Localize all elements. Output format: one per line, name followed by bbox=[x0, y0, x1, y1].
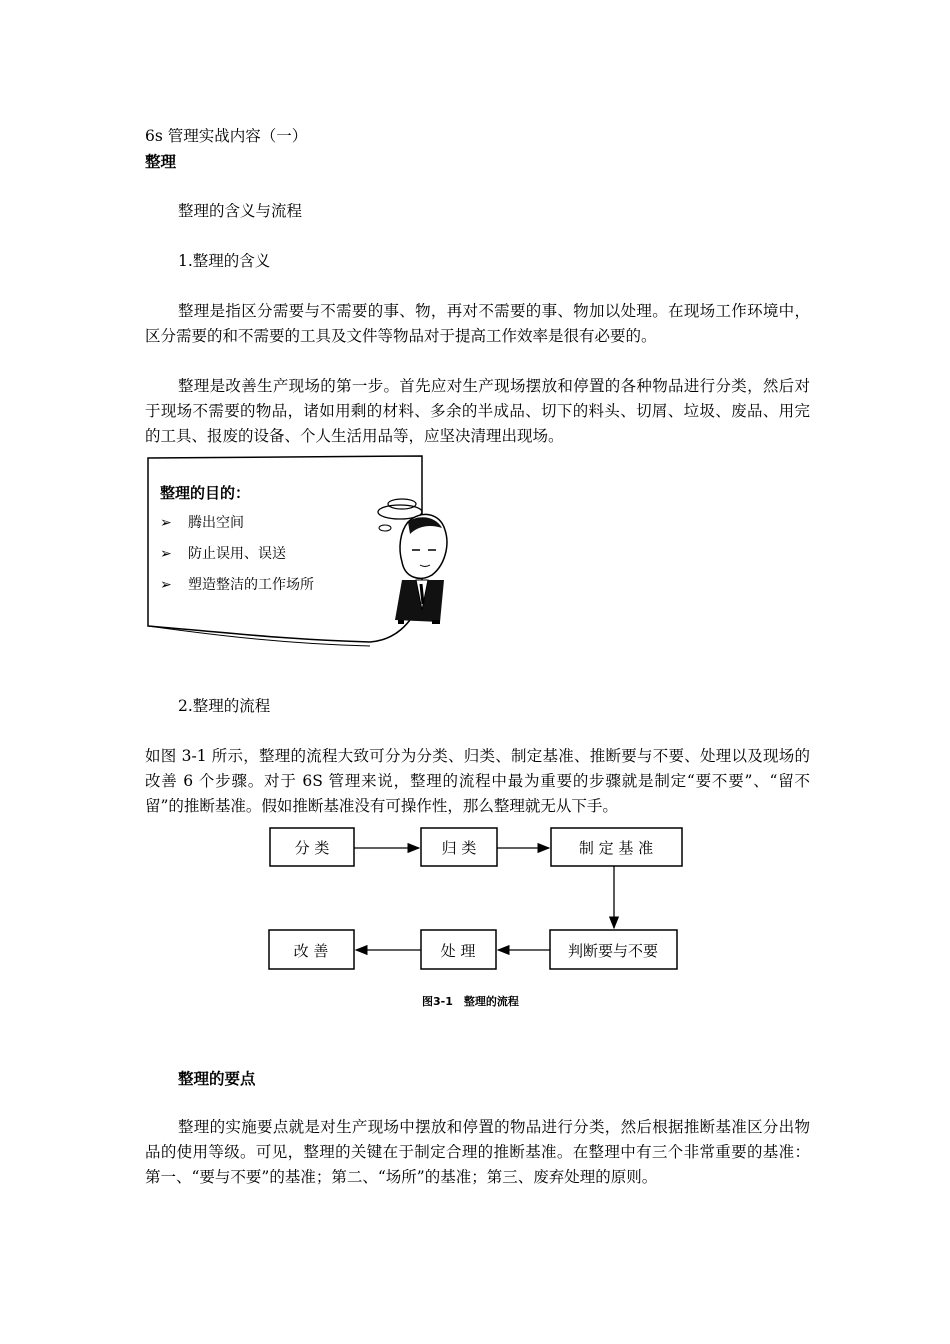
paragraph-first-step: 整理是改善生产现场的第一步。首先应对生产现场摆放和停置的各种物品进行分类，然后对于现场不需要的物品，诸如用剩的材料、多余的半成品、切下的料头、切屑、垃圾、废品、用完的工具、报废的设备、个人生活用品等，应坚决清理出现场。 bbox=[145, 377, 810, 445]
purpose-item: 防止误用、误送 bbox=[188, 546, 286, 562]
heading-points: 整理的要点 bbox=[178, 1070, 256, 1088]
svg-text:判断要与不要: 判断要与不要 bbox=[567, 942, 659, 960]
purpose-illustration bbox=[140, 450, 470, 650]
bullet-icon: ➢ bbox=[160, 546, 172, 562]
figure-caption: 图3-1 整理的流程 bbox=[422, 995, 519, 1008]
svg-text:归 类: 归 类 bbox=[441, 839, 477, 857]
svg-text:改 善: 改 善 bbox=[293, 942, 329, 960]
flow-step-box bbox=[550, 930, 677, 969]
purpose-heading: 整理的目的： bbox=[160, 484, 251, 502]
heading-flow: 2.整理的流程 bbox=[178, 697, 271, 715]
heading-meaning: 1.整理的含义 bbox=[178, 252, 271, 270]
flowchart-diagram bbox=[260, 820, 690, 1020]
paragraph-meaning: 整理是指区分需要与不需要的事、物，再对不需要的事、物加以处理。在现场工作环境中，区分需要的和不需要的工具及文件等物品对于提高工作效率是很有必要的。 bbox=[145, 302, 810, 345]
svg-text:处 理: 处 理 bbox=[440, 942, 476, 960]
flow-step-box bbox=[269, 930, 354, 969]
svg-text:制 定 基 准: 制 定 基 准 bbox=[578, 839, 654, 857]
flow-step-box bbox=[551, 828, 682, 866]
flow-step-box bbox=[270, 828, 354, 866]
subtitle-meaning-flow: 整理的含义与流程 bbox=[178, 202, 303, 220]
bullet-icon: ➢ bbox=[160, 515, 172, 531]
bullet-icon: ➢ bbox=[160, 577, 172, 593]
flow-step-box bbox=[421, 930, 496, 969]
purpose-item: 腾出空间 bbox=[188, 515, 244, 531]
purpose-item: 塑造整洁的工作场所 bbox=[188, 577, 314, 593]
flow-step-box bbox=[421, 828, 497, 866]
doc-title: 6s 管理实战内容（一） bbox=[145, 127, 308, 145]
section-title: 整理 bbox=[145, 153, 177, 171]
svg-text:分 类: 分 类 bbox=[294, 839, 330, 857]
paragraph-points: 整理的实施要点就是对生产现场中摆放和停置的物品进行分类，然后根据推断基准区分出物品的使用等级。可见，整理的关键在于制定合理的推断基准。在整理中有三个非常重要的基准：第一、“要与不要”的基准；第二、“场所”的基准；第三、废弃处理的原则。 bbox=[145, 1118, 810, 1186]
paragraph-flow: 如图 3-1 所示，整理的流程大致可分为分类、归类、制定基准、推断要与不要、处理以及现场的改善 6 个步骤。对于 6S 管理来说，整理的流程中最为重要的步骤就是制定“要不要”、“留不留”的推断基准。假如推断基准没有可操作性，那么整理就无从下手。 bbox=[145, 747, 810, 815]
